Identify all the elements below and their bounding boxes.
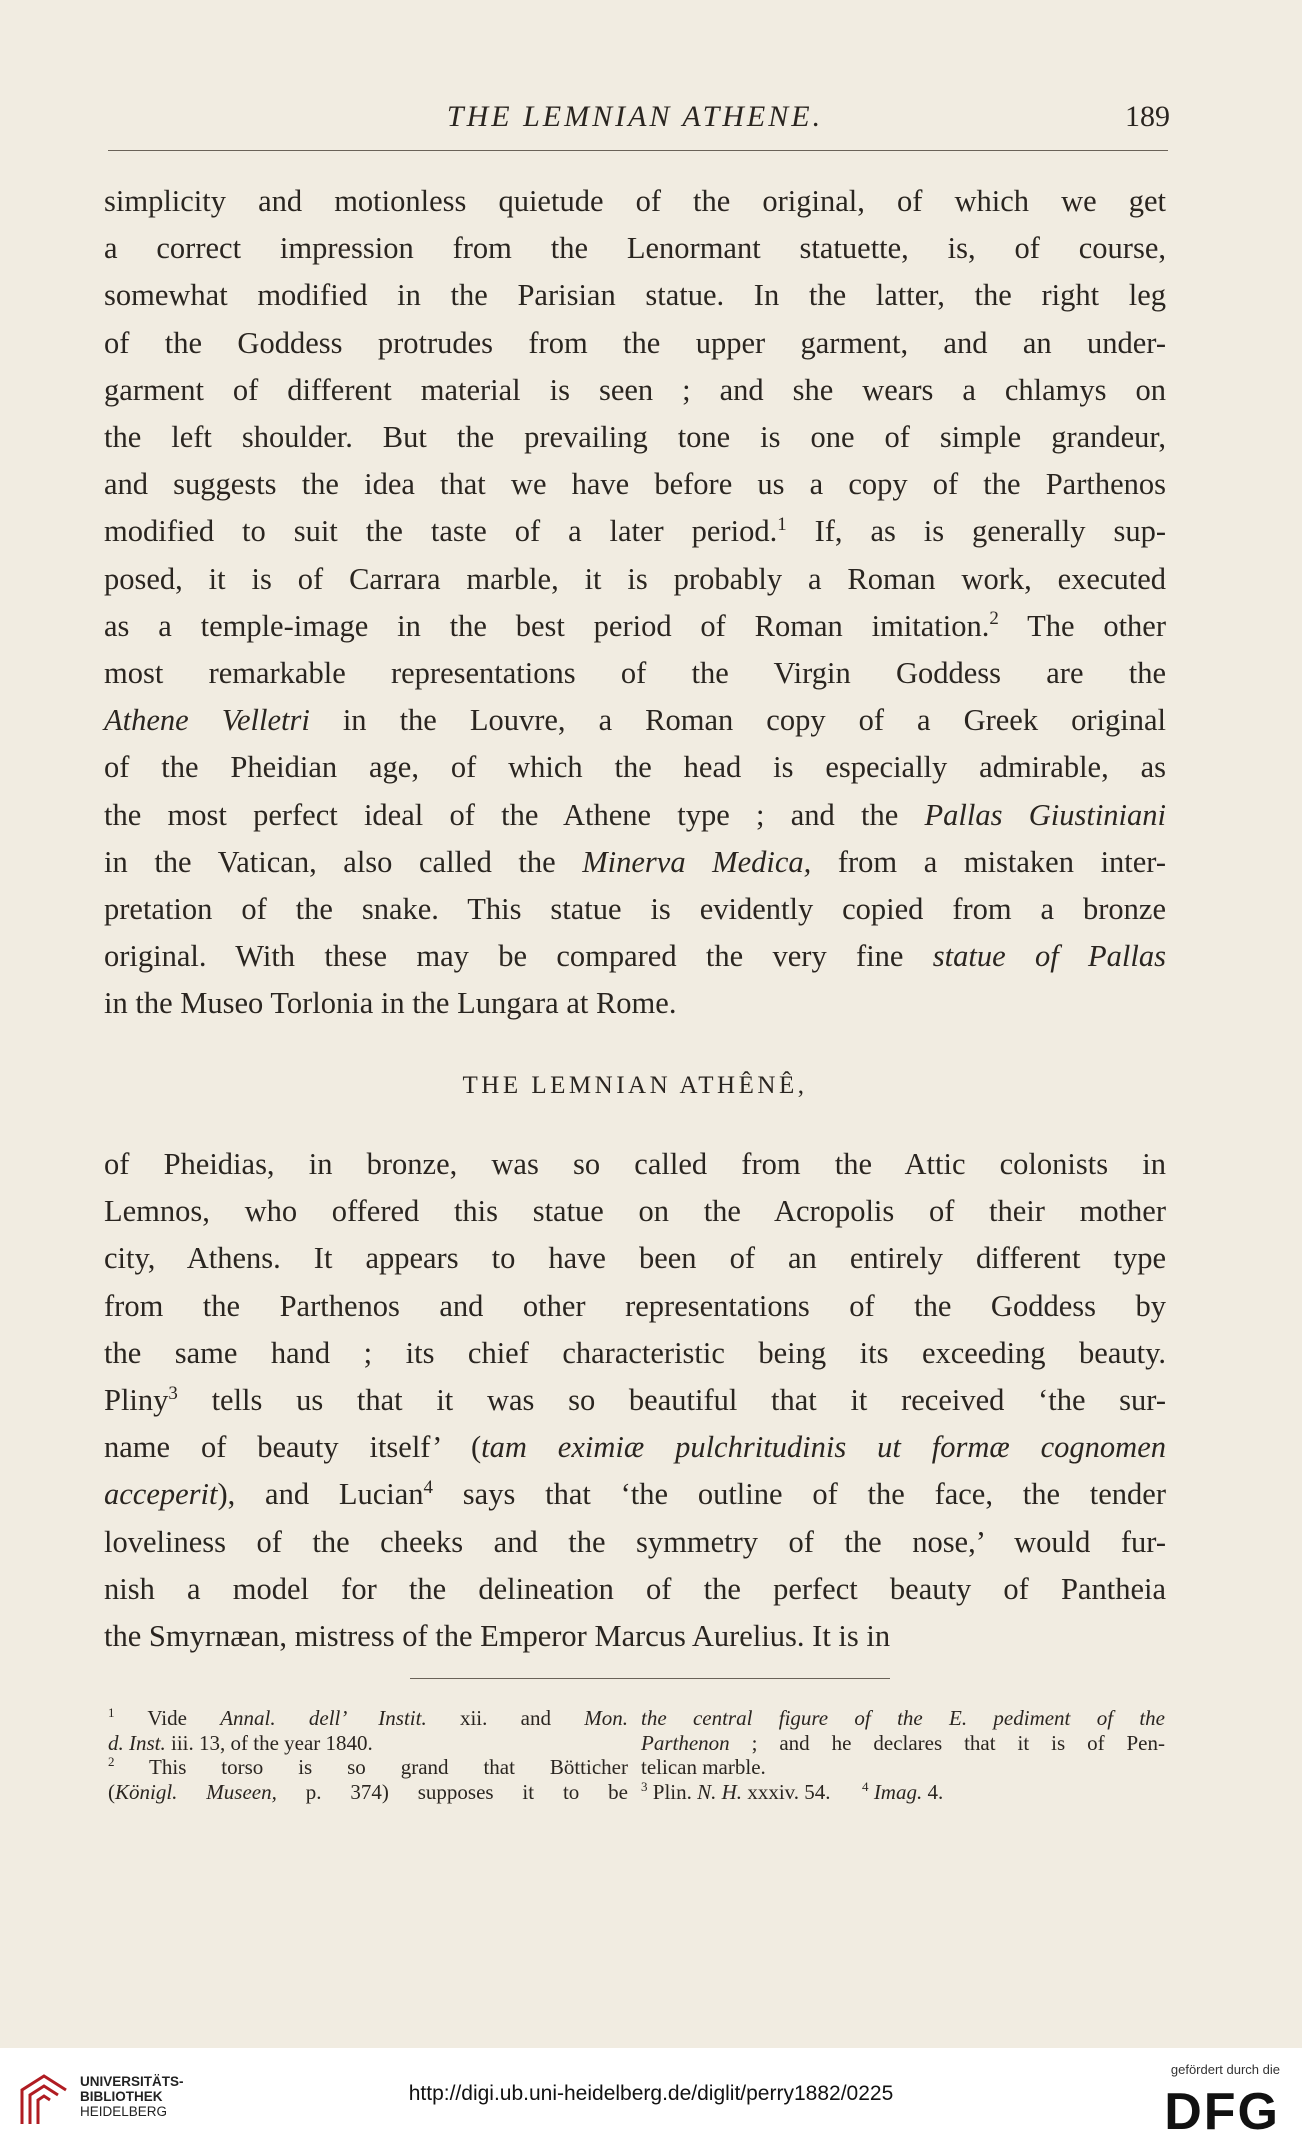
footnote-line: $^2$ This torso is so grand that Bötticher — [108, 1754, 628, 1779]
footnote-marker: 4 — [423, 1477, 433, 1499]
italic-text: the central figure of the E. pediment of the — [641, 1706, 1165, 1730]
footnote-line — [641, 1706, 1165, 1731]
italic-text: acceperit — [104, 1477, 218, 1512]
text-line: the Smyrnæan, mistress of the Emperor Marcus Aurelius. It is in — [104, 1619, 891, 1654]
text-line: from the Parthenos and other representations of the Goddess by — [104, 1288, 1166, 1323]
italic-text: Pallas Giustiniani — [924, 797, 1167, 832]
text-line: of the Pheidian age, of which the head is especially admirable, as — [104, 750, 1166, 785]
italic-text: statue of Pallas — [932, 939, 1166, 974]
text-line: most remarkable representations of the Virgin Goddess are the — [104, 656, 1166, 691]
text-line: in the Vatican, also called the Minerva Medica, from a mistaken inter- — [104, 844, 1167, 879]
footnote-marker: 1 — [777, 514, 787, 536]
text-line: Athene Velletri in the Louvre, a Roman copy of a Greek original — [104, 703, 1166, 738]
italic-text: d. Inst. — [108, 1730, 166, 1755]
text-line: the same hand ; its chief characteristic being its exceeding beauty. — [104, 1335, 1166, 1370]
text-line: city, Athens. It appears to have been of an entirely different type — [104, 1241, 1166, 1276]
digitization-footer — [0, 2048, 1302, 2149]
italic-text: Mon. — [584, 1706, 628, 1730]
text-line: a correct impression from the Lenormant statuette, is, of course, — [104, 231, 1166, 266]
footnote-line: Parthenon ; and he declares that it is of Pen- — [641, 1730, 1165, 1755]
italic-text: Parthenon — [641, 1730, 730, 1755]
text-line: of the Goddess protrudes from the upper garment, and an under- — [104, 325, 1166, 360]
text-line: modified to suit the taste of a later period.$^1$ If, as is generally sup- — [104, 514, 1166, 549]
italic-text: Königl. Museen, — [115, 1779, 277, 1804]
library-name-line-2: BIBLIOTHEK — [80, 2089, 163, 2104]
footnote-marker: 3 — [168, 1382, 178, 1404]
text-line: as a temple-image in the best period of Roman imitation.$^2$ The other — [104, 608, 1166, 643]
footnote-line: (Königl. Museen, p. 374) supposes it to be — [108, 1779, 629, 1804]
text-line: posed, it is of Carrara marble, it is probably a Roman work, executed — [104, 561, 1166, 596]
footnote-line: d. Inst. iii. 13, of the year 1840. — [108, 1730, 373, 1755]
text-line: pretation of the snake. This statue is evidently copied from a bronze — [104, 892, 1166, 927]
text-line: the most perfect ideal of the Athene type ; and the Pallas Giustiniani — [104, 797, 1167, 832]
footnote-line: telican marble. — [641, 1755, 766, 1779]
text-line: the left shoulder. But the prevailing tone is one of simple grandeur, — [104, 420, 1166, 455]
footnote-line: $^3$ Plin. N. H. xxxiv. 54. $^4$ Imag. 4. — [641, 1778, 944, 1804]
footnotes-right-column — [641, 1706, 1165, 1804]
text-line: nish a model for the delineation of the perfect beauty of Pantheia — [104, 1571, 1166, 1606]
italic-text: Minerva Medica, — [582, 844, 812, 879]
text-line: loveliness of the cheeks and the symmetry of the nose,’ would fur- — [104, 1524, 1166, 1559]
running-title: THE LEMNIAN ATHENE. — [446, 100, 824, 133]
text-line: garment of different material is seen ; and she wears a chlamys on — [104, 372, 1166, 407]
text-line: name of beauty itself’ (tam eximiæ pulchritudinis ut formæ cognomen — [104, 1430, 1166, 1465]
italic-text: Imag. — [873, 1779, 923, 1804]
footnote-marker: 3 — [641, 1778, 648, 1794]
section-heading: THE LEMNIAN ATHÊNÊ, — [462, 1072, 808, 1099]
running-head — [100, 100, 1170, 140]
footnote-marker: 2 — [989, 608, 999, 630]
text-line: original. With these may be compared the very fine statue of Pallas — [104, 939, 1166, 974]
text-line: in the Museo Torlonia in the Lungara at Rome. — [104, 986, 677, 1021]
text-line: Pliny$^3$ tells us that it was so beautiful that it received ‘the sur- — [104, 1382, 1166, 1418]
footnote-marker: 2 — [108, 1754, 115, 1770]
footnote-rule — [410, 1678, 890, 1679]
italic-text: tam eximiæ pulchritudinis ut formæ cognomen — [481, 1430, 1166, 1465]
paragraph-2 — [104, 1141, 1166, 1660]
text-line: acceperit), and Lucian$^4$ says that ‘the outline of the face, the tender — [104, 1477, 1166, 1512]
italic-text: Athene Velletri — [104, 703, 310, 738]
footnote-marker: 4 — [862, 1778, 869, 1794]
text-line: of Pheidias, in bronze, was so called from the Attic colonists in — [104, 1147, 1166, 1181]
header-rule — [108, 150, 1168, 151]
library-name-line-1: UNIVERSITÄTS- — [80, 2074, 184, 2089]
italic-text: Annal. dell’ Instit. — [220, 1706, 427, 1730]
footnotes-left-column — [108, 1706, 628, 1804]
text-line: simplicity and motionless quietude of the original, of which we get — [104, 184, 1166, 218]
text-line: and suggests the idea that we have before us a copy of the Parthenos — [104, 467, 1166, 502]
page-number: 189 — [1125, 100, 1170, 133]
text-line: Lemnos, who offered this statue on the Acropolis of their mother — [104, 1194, 1166, 1229]
footnote-line: $^1$ Vide Annal. dell’ Instit. xii. and Mon. — [108, 1705, 628, 1730]
dfg-logo: DFG — [1164, 2083, 1280, 2141]
footnote-marker: 1 — [108, 1705, 115, 1721]
italic-text: N. H. — [697, 1779, 743, 1804]
paragraph-1 — [104, 178, 1166, 1028]
library-name-line-3: HEIDELBERG — [80, 2104, 168, 2119]
digital-copy-url[interactable]: http://digi.ub.uni-heidelberg.de/diglit/perry1882/0225 — [408, 2082, 894, 2105]
funding-note: gefördert durch die — [1170, 2062, 1280, 2077]
text-line: somewhat modified in the Parisian statue. In the latter, the right leg — [104, 278, 1166, 313]
